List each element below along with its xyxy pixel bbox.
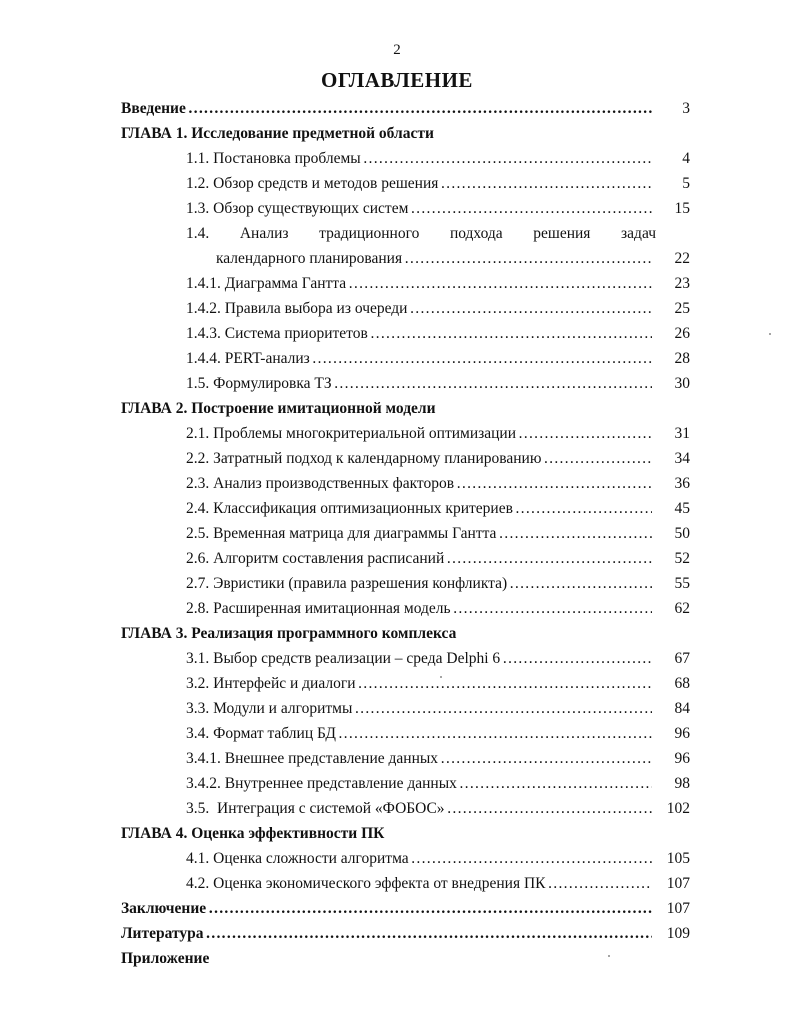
toc-entry-page: 5 [682, 175, 690, 192]
toc-entry-label: 2.8. Расширенная имитационная модель [186, 600, 451, 617]
toc-leader-dots [205, 924, 652, 944]
toc-entry-label: 1.4.1. Диаграмма Гантта [186, 275, 347, 292]
toc-entry-page: 96 [674, 725, 690, 742]
toc-entry-label: 3.5. Интеграция с системой «ФОБОС» [186, 800, 445, 817]
toc-entry-page: 26 [674, 325, 690, 342]
toc-entry-3-2[interactable] [186, 674, 690, 694]
toc-leader-dots [446, 549, 652, 569]
toc-entry-label: 2.6. Алгоритм составления расписаний [186, 550, 445, 567]
toc-entry-label: 3.4.1. Внешнее представление данных [186, 750, 439, 767]
toc-entry-page: 50 [674, 525, 690, 542]
toc-entry-3-1[interactable] [186, 649, 690, 669]
toc-entry-page: 23 [674, 275, 690, 292]
toc-entry-label: Заключение [121, 900, 207, 917]
toc-leader-dots [459, 774, 652, 794]
toc-entry-label: 1.3. Обзор существующих систем [186, 200, 409, 217]
toc-entry-page: 105 [666, 850, 690, 867]
toc-entry-label: 2.1. Проблемы многокритериальной оптимизации [186, 425, 517, 442]
toc-entry-page: 107 [666, 875, 690, 892]
toc-entry-page: 31 [674, 425, 690, 442]
toc-chapter-3-heading[interactable]: ГЛАВА 3. Реализация программного комплекса [121, 625, 457, 642]
toc-leader-dots [440, 174, 652, 194]
toc-entry-2-7[interactable] [186, 574, 690, 594]
toc-leader-dots [543, 449, 652, 469]
toc-entry-1-4-1[interactable] [186, 274, 690, 294]
toc-entry-2-2[interactable] [186, 449, 690, 469]
toc-chapter-1-heading[interactable]: ГЛАВА 1. Исследование предметной области [121, 125, 434, 142]
toc-entry-3-3[interactable] [186, 699, 690, 719]
toc-entry-1-4-2[interactable] [186, 299, 690, 319]
toc-chapter-4-heading[interactable]: ГЛАВА 4. Оценка эффективности ПК [121, 825, 385, 842]
toc-entry-conclusion[interactable] [121, 899, 690, 919]
toc-entry-2-5[interactable] [186, 524, 690, 544]
toc-entry-label: 2.4. Классификация оптимизационных критериев [186, 500, 513, 517]
toc-entry-label: Литература [121, 925, 204, 942]
toc-entry-2-6[interactable] [186, 549, 690, 569]
toc-entry-label: 2.2. Затратный подход к календарному планированию [186, 450, 542, 467]
toc-entry-label: 1.4.2. Правила выбора из очереди [186, 300, 408, 317]
toc-entry-label: 2.3. Анализ производственных факторов [186, 475, 455, 492]
toc-entry-page: 107 [666, 900, 690, 917]
toc-leader-dots [312, 349, 652, 369]
toc-entry-label: календарного планирования [216, 250, 403, 267]
toc-entry-label: 2.5. Временная матрица для диаграммы Гантта [186, 525, 497, 542]
toc-entry-3-4-1[interactable] [186, 749, 690, 769]
scan-speck [440, 676, 442, 678]
toc-entry-page: 45 [674, 500, 690, 517]
toc-entry-page: 68 [674, 675, 690, 692]
toc-entry-label: 1.2. Обзор средств и методов решения [186, 175, 439, 192]
toc-entry-page: 96 [674, 750, 690, 767]
toc-leader-dots [404, 249, 652, 269]
toc-entry-references[interactable] [121, 924, 690, 944]
toc-leader-dots [447, 799, 652, 819]
toc-entry-page: 15 [674, 200, 690, 217]
toc-entry-label: 1.5. Формулировка ТЗ [186, 375, 332, 392]
toc-entry-2-1[interactable] [186, 424, 690, 444]
toc-entry-3-5[interactable] [186, 799, 690, 819]
toc-entry-4-1[interactable] [186, 849, 690, 869]
toc-entry-1-5[interactable] [186, 374, 690, 394]
scan-speck [769, 333, 771, 335]
toc-entry-1-4-line1[interactable]: 1.4. Анализ традиционного подхода решения задач [186, 225, 656, 242]
toc-leader-dots [334, 374, 652, 394]
toc-entry-page: 4 [682, 150, 690, 167]
toc-leader-dots [358, 674, 653, 694]
toc-entry-1-4-4[interactable] [186, 349, 690, 369]
toc-leader-dots [370, 324, 652, 344]
toc-leader-dots [188, 99, 652, 119]
toc-chapter-2-heading[interactable]: ГЛАВА 2. Построение имитационной модели [121, 400, 436, 417]
toc-entry-label: 1.4.3. Система приоритетов [186, 325, 368, 342]
toc-leader-dots [498, 524, 652, 544]
toc-entry-appendix[interactable]: Приложение [121, 950, 210, 967]
toc-entry-page: 102 [666, 800, 690, 817]
toc-entry-1-4-3[interactable] [186, 324, 690, 344]
toc-leader-dots [440, 749, 652, 769]
toc-entry-page: 28 [674, 350, 690, 367]
toc-entry-page: 3 [682, 100, 690, 117]
toc-entry-page: 62 [674, 600, 690, 617]
toc-entry-3-4[interactable] [186, 724, 690, 744]
toc-entry-page: 52 [674, 550, 690, 567]
toc-entry-2-8[interactable] [186, 599, 690, 619]
toc-entry-label: 3.4.2. Внутреннее представление данных [186, 775, 457, 792]
toc-leader-dots [515, 499, 652, 519]
toc-leader-dots [518, 424, 652, 444]
toc-leader-dots [409, 299, 652, 319]
toc-leader-dots [547, 874, 652, 894]
toc-entry-page: 25 [674, 300, 690, 317]
toc-leader-dots [348, 274, 652, 294]
toc-leader-dots [208, 899, 652, 919]
toc-entry-label: 3.4. Формат таблиц БД [186, 725, 336, 742]
toc-leader-dots [338, 724, 652, 744]
toc-entry-2-3[interactable] [186, 474, 690, 494]
toc-entry-page: 36 [674, 475, 690, 492]
scan-speck [608, 955, 610, 957]
toc-entry-1-4-line2[interactable] [216, 249, 690, 269]
toc-entry-label: 1.4.4. PERT-анализ [186, 350, 310, 367]
toc-entry-2-4[interactable] [186, 499, 690, 519]
toc-entry-page: 84 [674, 700, 690, 717]
toc-entry-label: Введение [121, 100, 186, 117]
toc-entry-page: 30 [674, 375, 690, 392]
toc-entry-1-3[interactable] [186, 199, 690, 219]
toc-leader-dots [509, 574, 652, 594]
toc-leader-dots [411, 849, 652, 869]
toc-entry-page: 55 [674, 575, 690, 592]
toc-leader-dots [453, 599, 652, 619]
toc-entry-label: 1.1. Постановка проблемы [186, 150, 361, 167]
toc-entry-4-2[interactable] [186, 874, 690, 894]
toc-entry-page: 22 [674, 250, 690, 267]
toc-entry-label: 4.2. Оценка экономического эффекта от внедрения ПК [186, 875, 546, 892]
page-title: ОГЛАВЛЕНИЕ [321, 68, 473, 92]
toc-entry-label: 4.1. Оценка сложности алгоритма [186, 850, 409, 867]
toc-entry-label: 3.3. Модули и алгоритмы [186, 700, 353, 717]
toc-entry-page: 67 [674, 650, 690, 667]
toc-entry-label: 3.1. Выбор средств реализации – среда Delphi 6 [186, 650, 501, 667]
page-number: 2 [393, 42, 401, 58]
toc-entry-3-4-2[interactable] [186, 774, 690, 794]
toc-leader-dots [410, 199, 652, 219]
toc-entry-page: 98 [674, 775, 690, 792]
toc-leader-dots [354, 699, 652, 719]
toc-leader-dots [502, 649, 652, 669]
toc-entry-page: 34 [674, 450, 690, 467]
toc-leader-dots [456, 474, 652, 494]
toc-entry-1-2[interactable] [186, 174, 690, 194]
toc-entry-label: 3.2. Интерфейс и диалоги [186, 675, 356, 692]
toc-entry-page: 109 [666, 925, 690, 942]
toc-entry-introduction[interactable] [121, 99, 690, 119]
toc-leader-dots [363, 149, 652, 169]
toc-entry-1-1[interactable] [186, 149, 690, 169]
toc-entry-label: 2.7. Эвристики (правила разрешения конфликта) [186, 575, 508, 592]
